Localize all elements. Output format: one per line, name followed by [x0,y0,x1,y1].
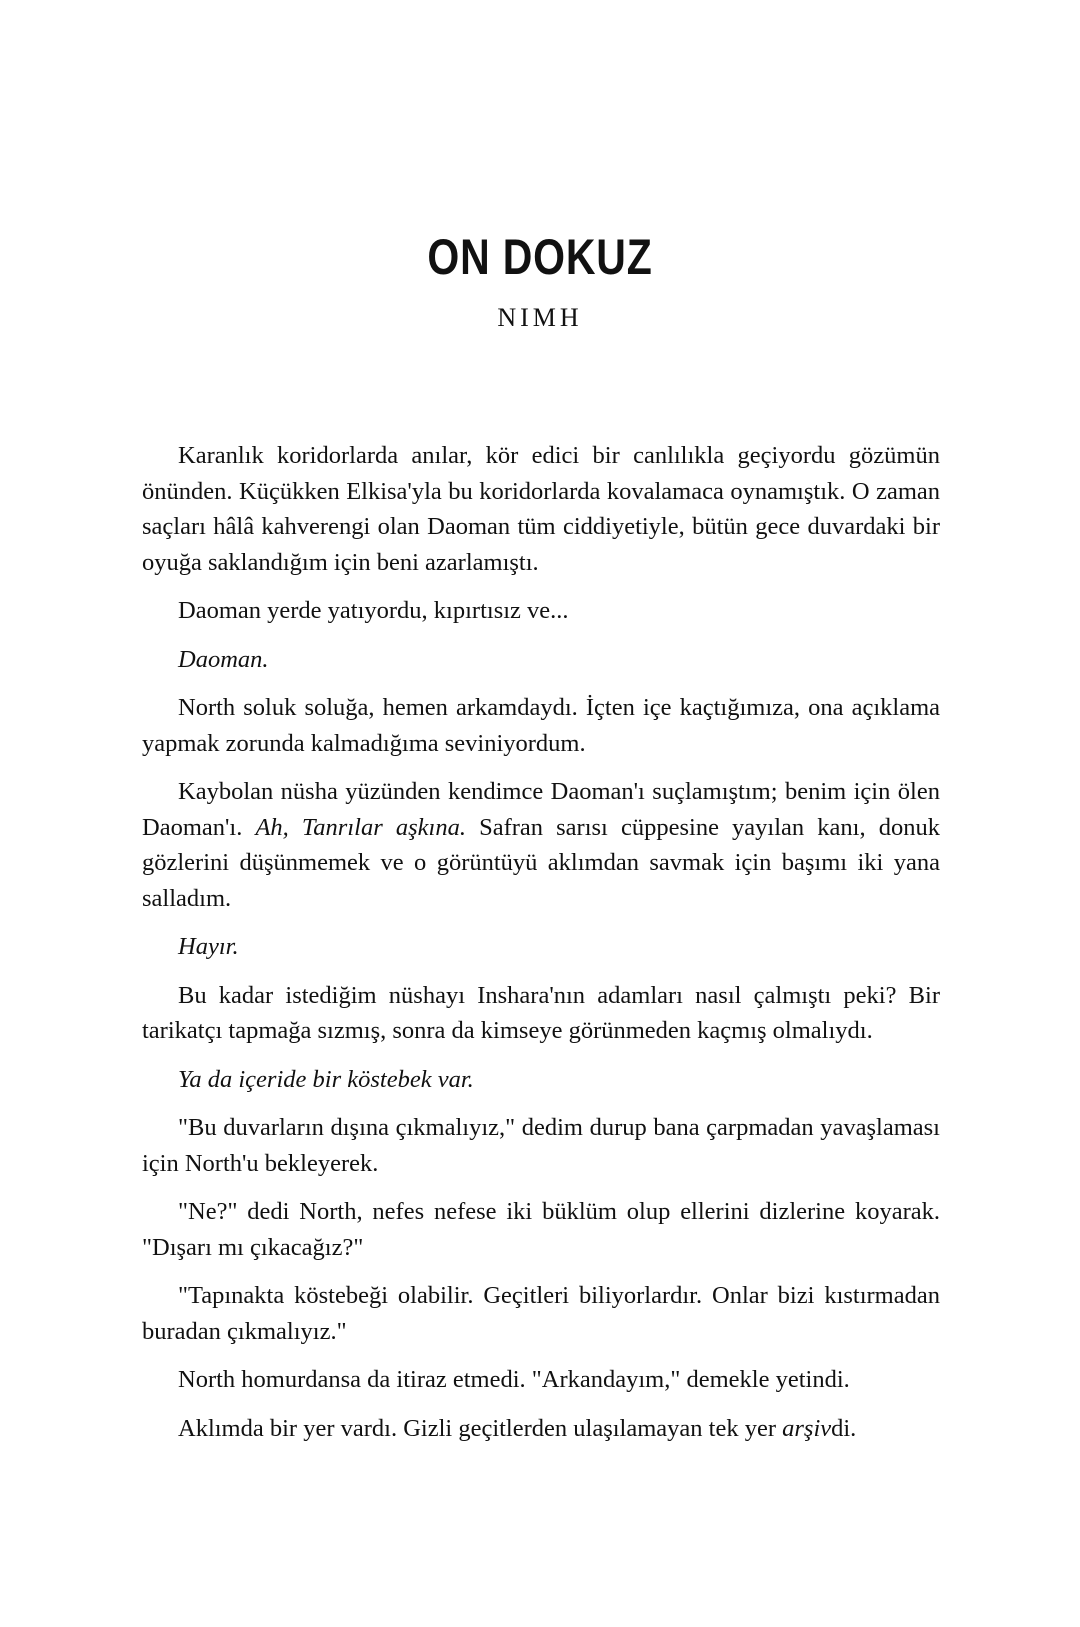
paragraph: "Bu duvarların dışına çıkmalıyız," dedim durup bana çarpmadan yavaşlaması için North'u bekleyerek. [142,1114,940,1177]
paragraph-italic: Ya da içeride bir köstebek var. [178,1065,474,1093]
paragraph: Bu kadar istediğim nüshayı Inshara'nın adamları nasıl çalmıştı peki? Bir tarikatçı tapmağa sızmış, sonra da kimseye görünmeden kaçmış olmalıydı. [142,981,940,1044]
paragraph-italic: Daoman. [178,645,269,673]
paragraph-text: Safran sarısı cüppesine yayılan kanı, donuk gözlerini düşünmemek ve o görüntüyü aklımdan savmak için başımı iki yana salladım. [142,813,940,912]
paragraph: North homurdansa da itiraz etmedi. "Arkandayım," demekle yetindi. [178,1366,850,1393]
paragraph: North soluk soluğa, hemen arkamdaydı. İçten içe kaçtığımıza, ona açıklama yapmak zorunda kalmadığıma seviniyordum. [142,694,940,757]
italic-phrase: arşiv [782,1414,832,1442]
paragraph-italic: Hayır. [178,933,239,960]
chapter-title: ON DOKUZ [427,229,653,285]
paragraph: Daoman yerde yatıyordu, kıpırtısız ve... [178,597,569,624]
paragraph: Karanlık koridorlarda anılar, kör edici bir canlılıkla geçiyordu gözümün önünden. Küçükken Elkisa'yla bu koridorlarda kovalamaca oynamıştık. O zaman saçları hâlâ kahverengi olan Daoman tüm ciddiyetiyle, bütün gece duvardaki bir oyuğa saklandığım için beni azarlamıştı. [142,442,940,576]
paragraph [142,1411,940,1447]
paragraph-text: Kaybolan nüsha yüzünden kendimce Daoman'ı suçlamıştım; benim için ölen Daoman'ı. [142,778,940,841]
chapter-subtitle: NIMH [497,303,583,332]
paragraph: "Tapınakta köstebeği olabilir. Geçitleri biliyorlardır. Onlar bizi kıstırmadan buradan çıkmalıyız." [142,1282,940,1345]
paragraph: "Ne?" dedi North, nefes nefese iki büklüm olup ellerini dizlerine koyarak. "Dışarı mı çıkacağız?" [142,1198,940,1261]
paragraph-text: Aklımda bir yer vardı. Gizli geçitlerden ulaşılamayan tek yer [178,1414,783,1442]
italic-phrase: Ah, Tanrılar aşkına. [255,813,466,841]
paragraph [142,774,940,916]
paragraph-text: di. [831,1414,857,1442]
chapter-body [142,438,940,1459]
